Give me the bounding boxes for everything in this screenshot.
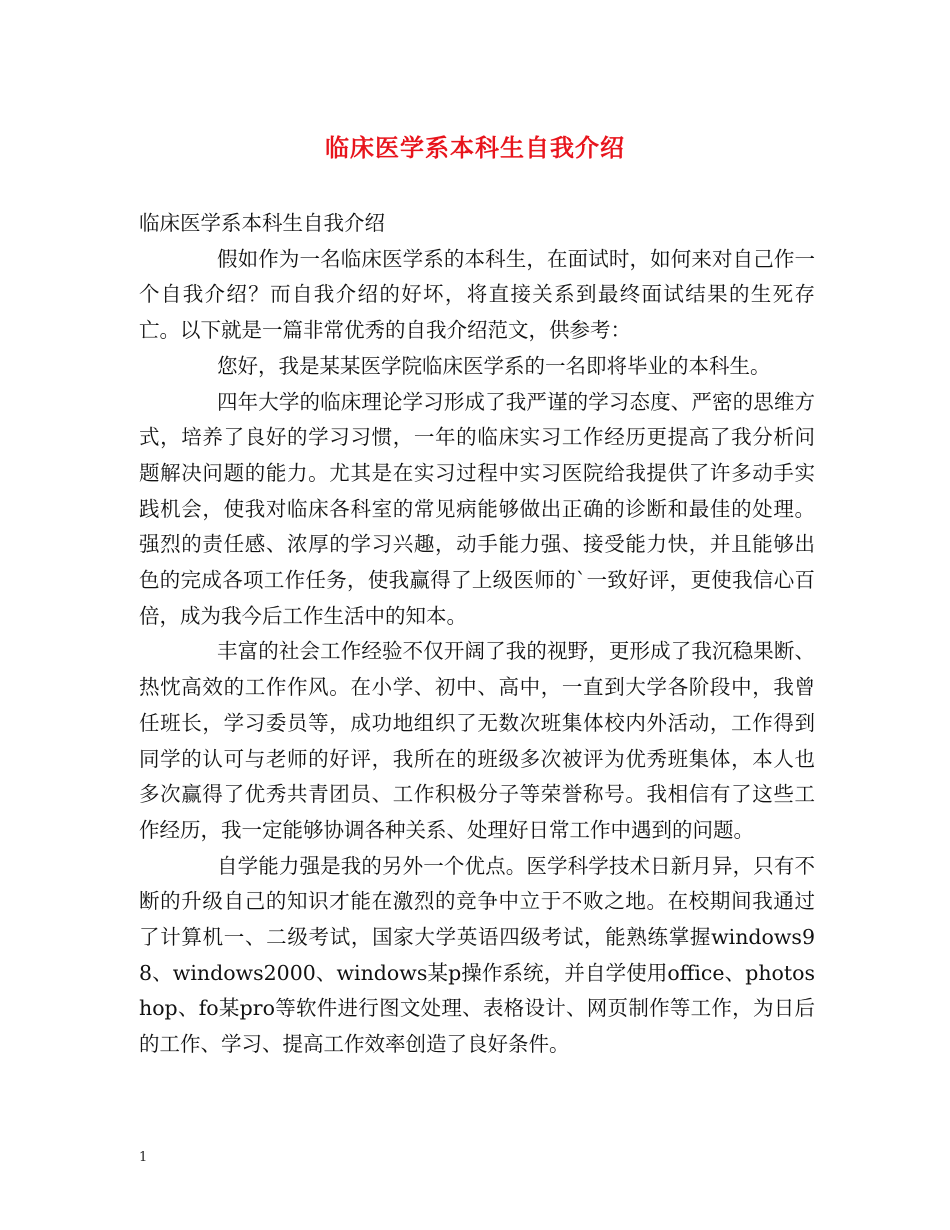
page-number: 1 (139, 1150, 148, 1165)
paragraph-social-work: 丰富的社会工作经验不仅开阔了我的视野，更形成了我沉稳果断、热忱高效的工作作风。在小学、初中、高中，一直到大学各阶段中，我曾任班长，学习委员等，成功地组织了无数次班集体校内外活动，工作得到同学的认可与老师的好评，我所在的班级多次被评为优秀班集体，本人也多次赢得了优秀共青团员、工作积极分子等荣誉称号。我相信有了这些工作经历，我一定能够协调各种关系、处理好日常工作中遇到的问题。 (139, 639, 815, 842)
paragraph-greeting: 您好，我是某某医学院临床医学系的一名即将毕业的本科生。 (217, 353, 771, 378)
subtitle-line: 临床医学系本科生自我介绍 (139, 211, 385, 235)
paragraph-self-learning: 自学能力强是我的另外一个优点。医学科学技术日新月异，只有不断的升级自己的知识才能在激烈的竞争中立于不败之地。在校期间我通过了计算机一、二级考试，国家大学英语四级考试，能熟练掌握windows98、windows2000、windows某p操作系统，并自学使用office、photoshop、fo某pro等软件进行图文处理、表格设计、网页制作等工作，为日后的工作、学习、提高工作效率创造了良好条件。 (139, 853, 815, 1057)
document-body (139, 206, 815, 1063)
paragraph-intro: 假如作为一名临床医学系的本科生，在面试时，如何来对自己作一个自我介绍？而自我介绍的好坏，将直接关系到最终面试结果的生死存亡。以下就是一篇非常优秀的自我介绍范文，供参考： (139, 246, 815, 343)
paragraph-study: 四年大学的临床理论学习形成了我严谨的学习态度、严密的思维方式，培养了良好的学习习惯，一年的临床实习工作经历更提高了我分析问题解决问题的能力。尤其是在实习过程中实习医院给我提供了许多动手实践机会，使我对临床各科室的常见病能够做出正确的诊断和最佳的处理。强烈的责任感、浓厚的学习兴趣，动手能力强、接受能力快，并且能够出色的完成各项工作任务，使我赢得了上级医师的`一致好评，更使我信心百倍，成为我今后工作生活中的知本。 (139, 389, 815, 628)
document-title: 临床医学系本科生自我介绍 (325, 133, 625, 162)
